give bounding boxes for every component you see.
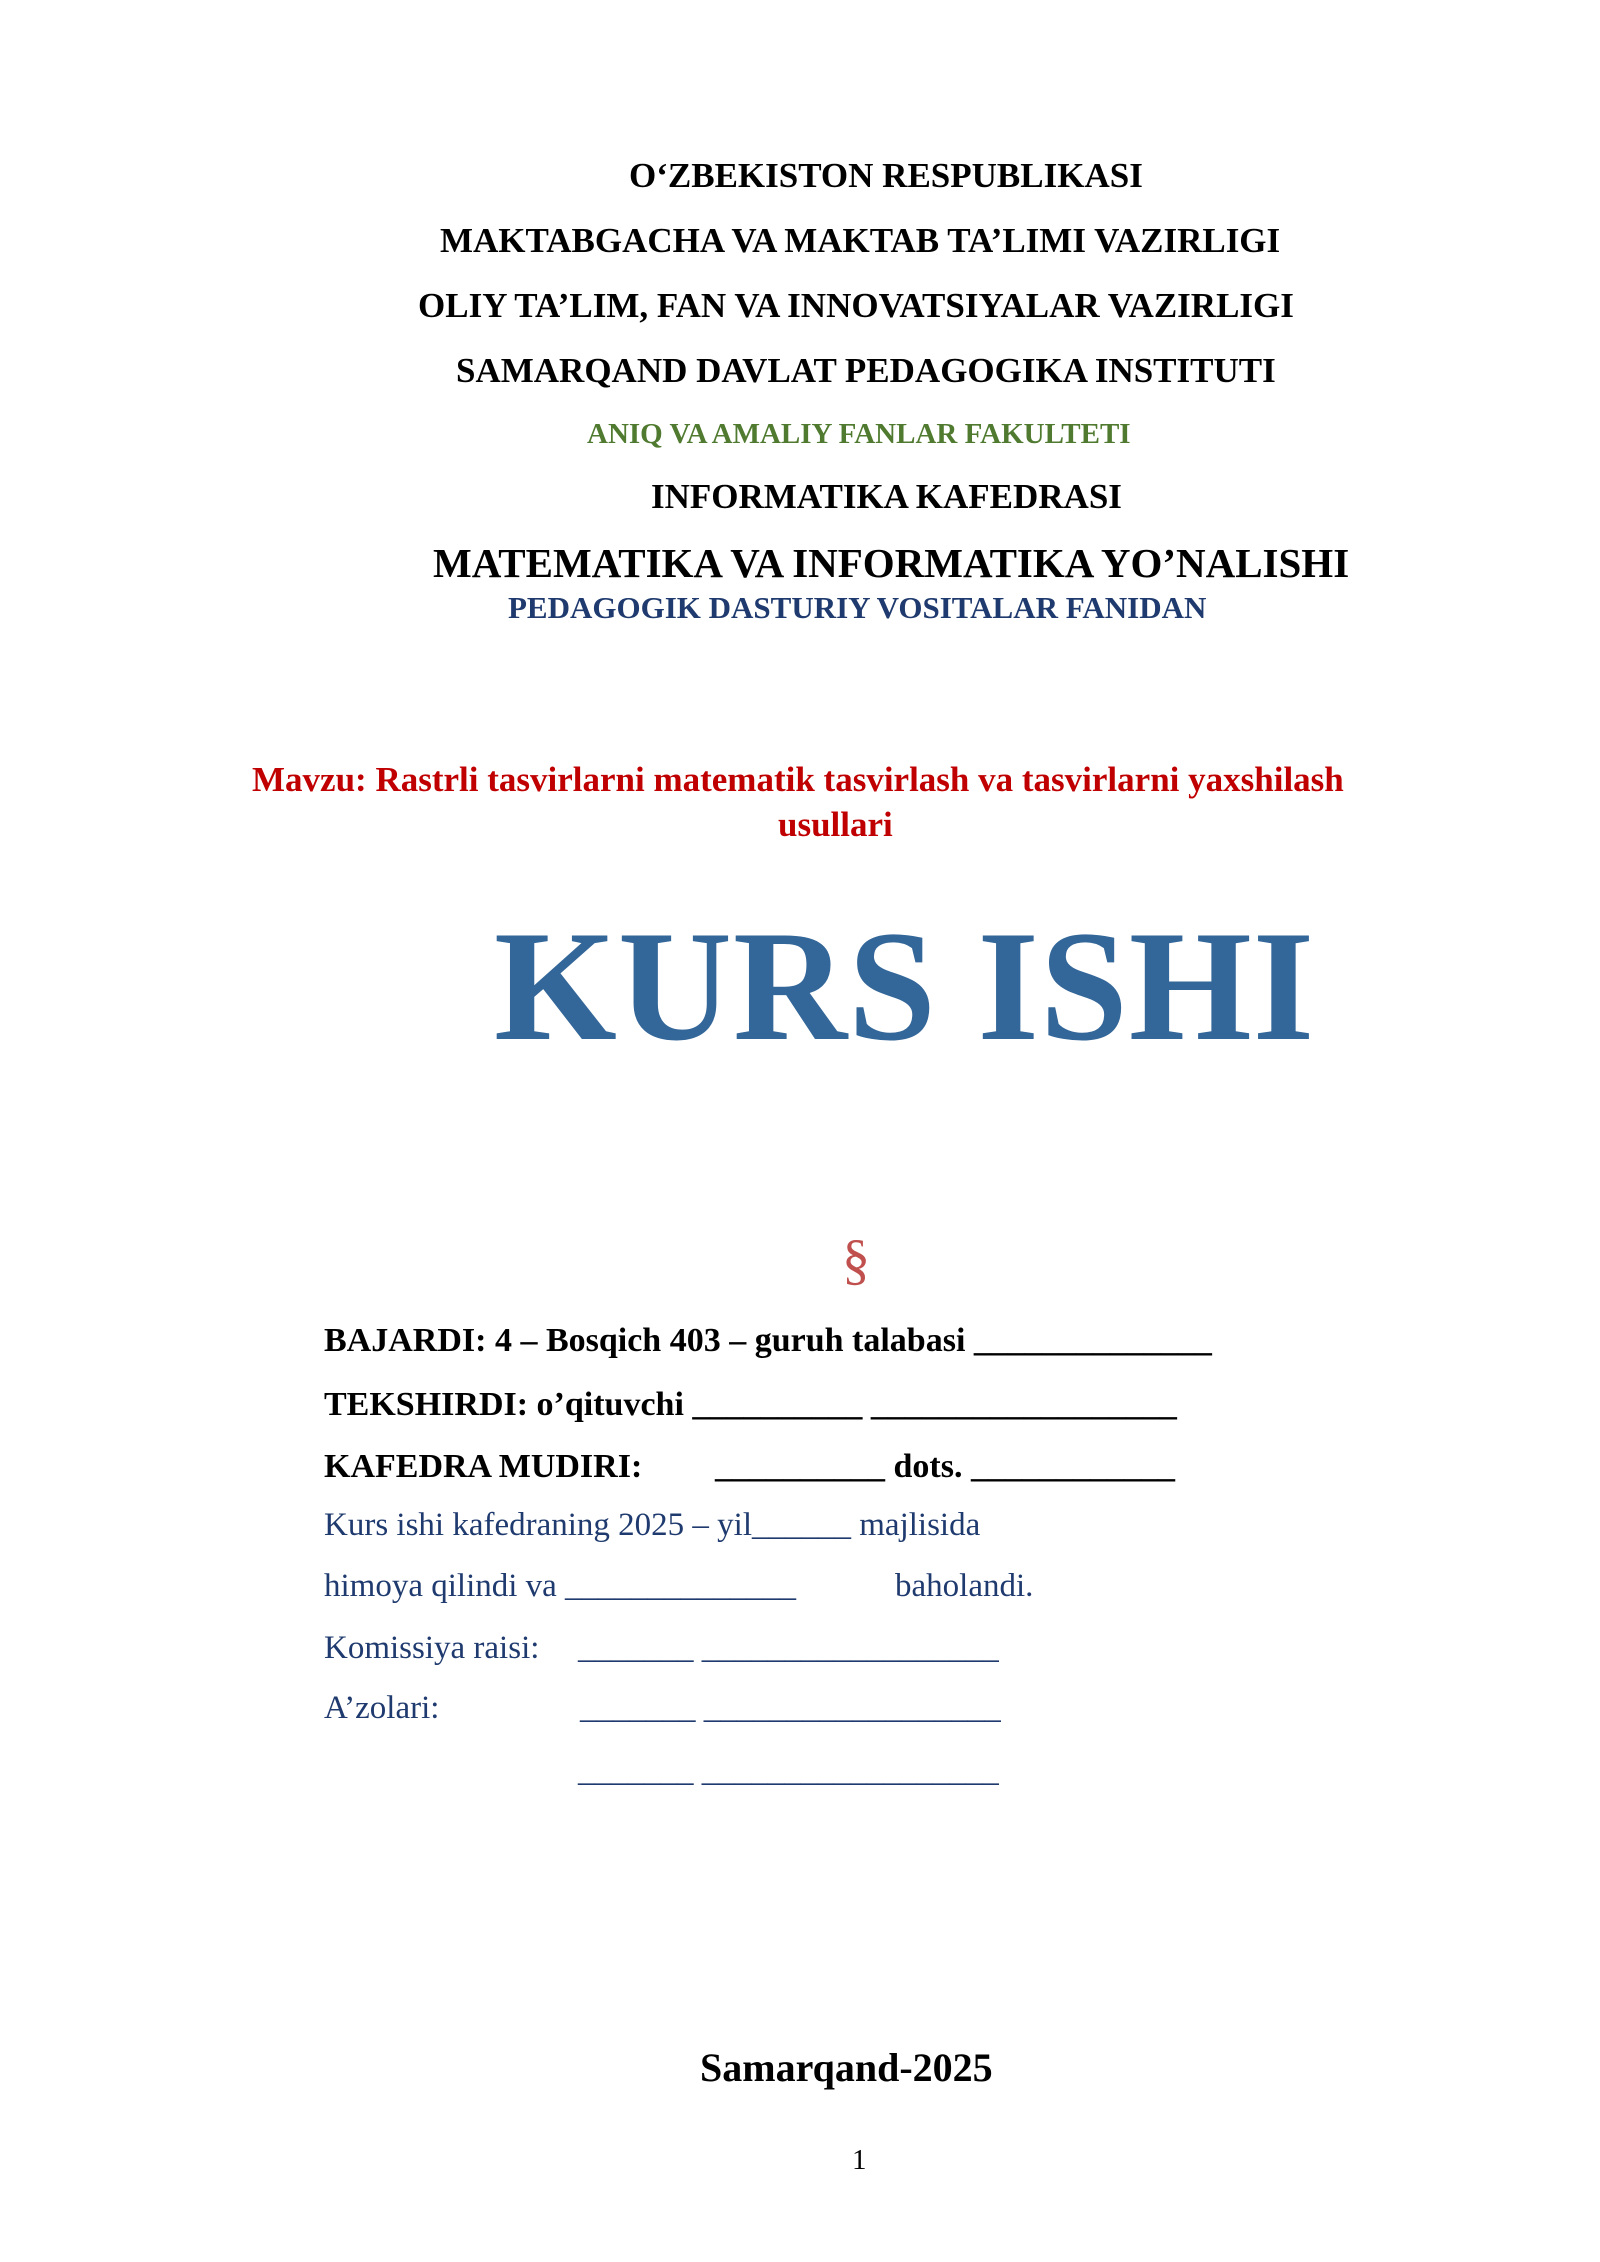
topic-line-1: Mavzu: Rastrli tasvirlarni matematik tasvirlash va tasvirlarni yaxshilash — [252, 760, 1344, 799]
document-title: KURS ISHI — [494, 899, 1316, 1074]
faculty-heading: ANIQ VA AMALIY FANLAR FAKULTETI — [587, 418, 1131, 450]
topic-line-2: usullari — [778, 805, 893, 844]
direction-heading: MATEMATIKA VA INFORMATIKA YO’NALISHI — [433, 540, 1350, 586]
graded-word: baholandi. — [895, 1568, 1034, 1604]
commission-chair-label: Komissiya raisi: — [324, 1630, 540, 1666]
ministry-preschool-heading: MAKTABGACHA VA MAKTAB TA’LIMI VAZIRLIGI — [440, 221, 1281, 260]
members-blanks-extra: _______ __________________ — [578, 1753, 999, 1789]
city-year: Samarqand-2025 — [700, 2045, 993, 2090]
performed-by-line: BAJARDI: 4 – Bosqich 403 – guruh talabasi ______________ — [324, 1322, 1212, 1359]
page-number: 1 — [852, 2144, 867, 2176]
country-heading: O‘ZBEKISTON RESPUBLIKASI — [629, 156, 1143, 195]
commission-chair-blanks: _______ __________________ — [578, 1630, 999, 1666]
members-blanks: _______ __________________ — [580, 1690, 1001, 1726]
members-label: A’zolari: — [324, 1690, 440, 1726]
section-sign: § — [842, 1229, 870, 1291]
department-head-blanks: __________ dots. ____________ — [715, 1448, 1175, 1485]
checked-by-line: TEKSHIRDI: o’qituvchi __________ __________________ — [324, 1386, 1177, 1423]
department-head-label: KAFEDRA MUDIRI: — [324, 1448, 643, 1485]
department-heading: INFORMATIKA KAFEDRASI — [651, 477, 1122, 516]
defense-line: himoya qilindi va ______________ — [324, 1568, 797, 1604]
meeting-line: Kurs ishi kafedraning 2025 – yil______ majlisida — [324, 1507, 981, 1543]
subject-heading: PEDAGOGIK DASTURIY VOSITALAR FANIDAN — [508, 590, 1207, 625]
ministry-higher-education-heading: OLIY TA’LIM, FAN VA INNOVATSIYALAR VAZIRLIGI — [418, 286, 1294, 325]
institute-heading: SAMARQAND DAVLAT PEDAGOGIKA INSTITUTI — [456, 351, 1276, 390]
